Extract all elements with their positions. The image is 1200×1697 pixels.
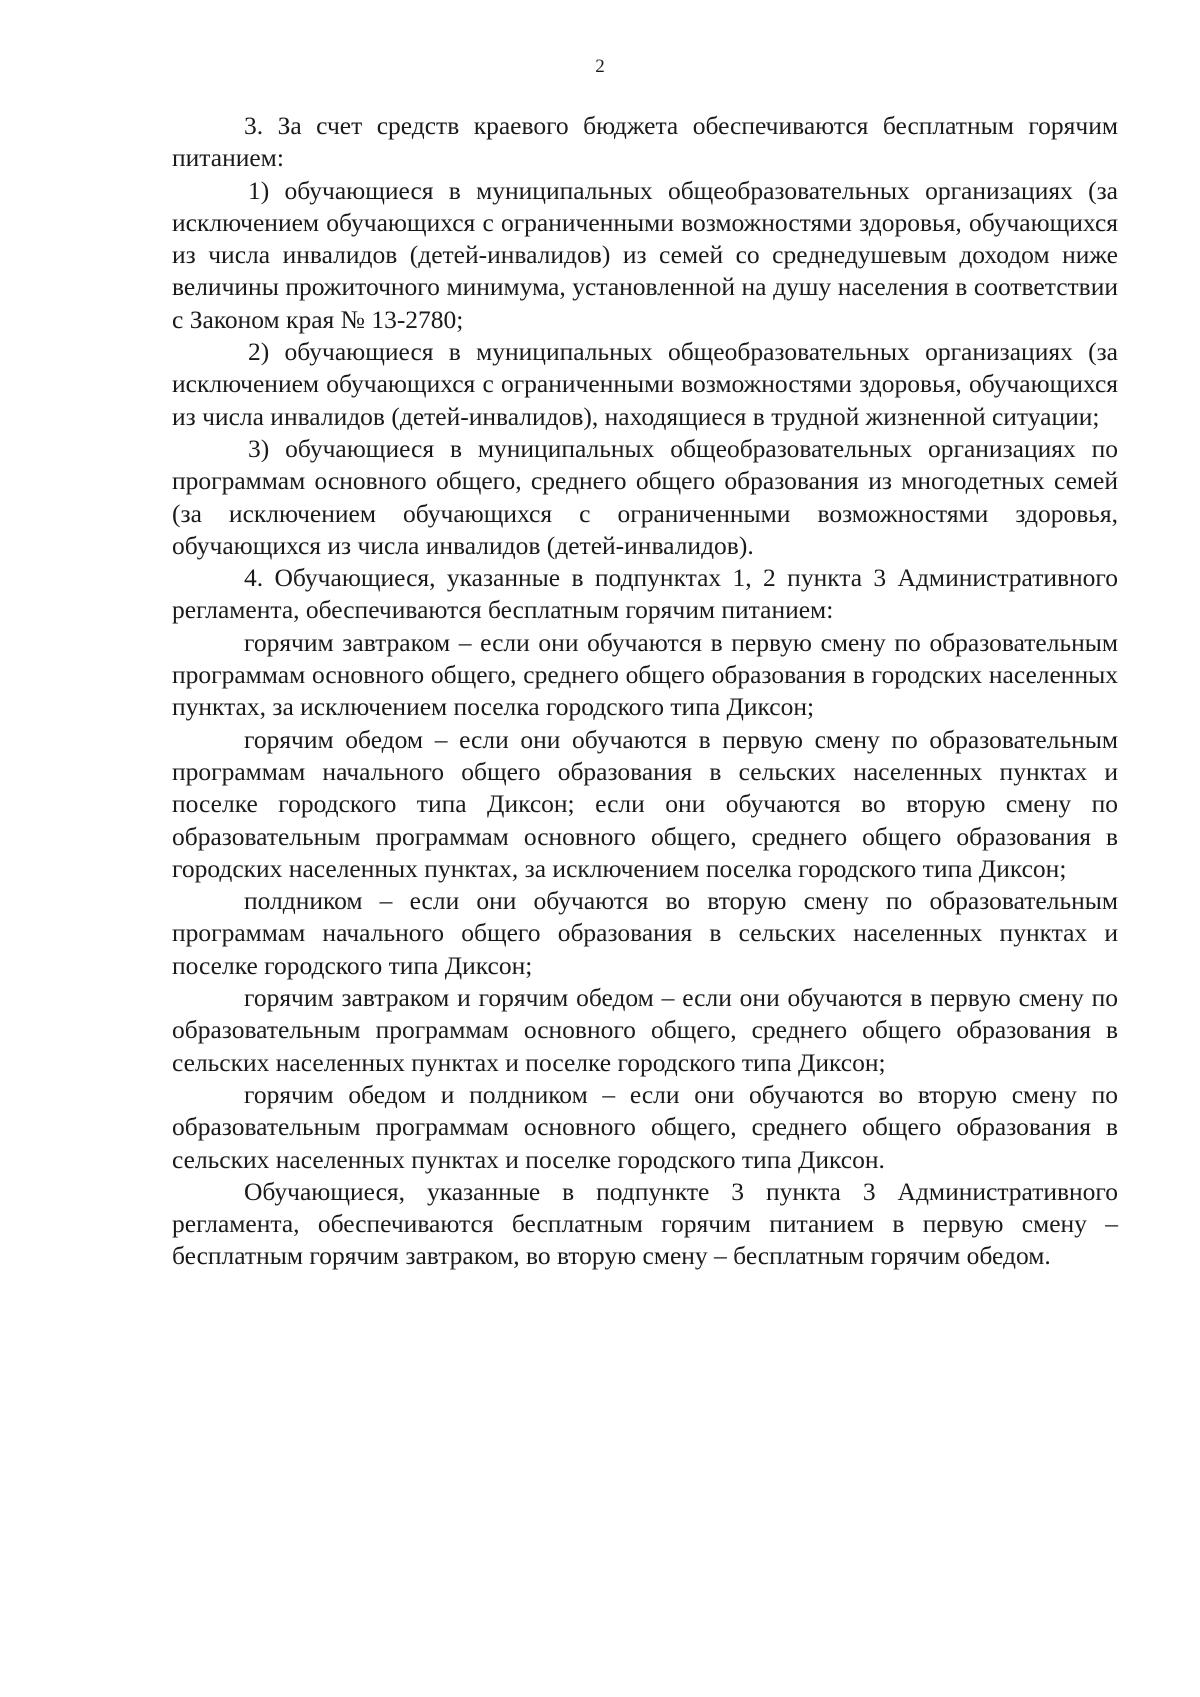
paragraph-4-lunch: горячим обедом – если они обучаются в первую смену по образовательным программам начального общего образования в сельских населенных пунктах и поселке городского типа Диксон; если они обучаются во вторую смену по образовательным программам основного общего, среднего общего образования в городских населенных пунктах, за исключением поселка городского типа Диксон;	[172, 724, 1118, 883]
paragraph-4-breakfast: горячим завтраком – если они обучаются в первую смену по образовательным программам основного общего, среднего общего образования в городских населенных пунктах, за исключением поселка городского типа Диксон;	[172, 627, 1118, 722]
paragraph-4-lunch-and-snack: горячим обедом и полдником – если они обучаются во вторую смену по образовательным программам основного общего, среднего общего образования в сельских населенных пунктах и поселке городского типа Диксон.	[172, 1079, 1118, 1174]
paragraph-3-intro: 3. За счет средств краевого бюджета обеспечиваются бесплатным горячим питанием:	[172, 111, 1118, 173]
paragraph-3-item-1: 1) обучающиеся в муниципальных общеобразовательных организациях (за исключением обучающихся с ограниченными возможностями здоровья, обучающихся из числа инвалидов (детей-инвалидов) из семей со среднедушевым доходом ниже величины прожиточного минимума, установленной на душу населения в соответствии с Законом края № 13-2780;	[172, 175, 1118, 334]
page-number: 2	[595, 56, 605, 77]
paragraph-4-large-families: Обучающиеся, указанные в подпункте 3 пункта 3 Административного регламента, обеспечиваются бесплатным горячим питанием в первую смену – бесплатным горячим завтраком, во вторую смену – бесплатным горячим обедом.	[172, 1176, 1118, 1271]
paragraph-4-snack: полдником – если они обучаются во вторую смену по образовательным программам начального общего образования в сельских населенных пунктах и поселке городского типа Диксон;	[172, 886, 1118, 980]
paragraph-3-item-2: 2) обучающиеся в муниципальных общеобразовательных организациях (за исключением обучающихся с ограниченными возможностями здоровья, обучающихся из числа инвалидов (детей-инвалидов), находящиеся в трудной жизненной ситуации;	[172, 337, 1118, 431]
paragraph-4-intro: 4. Обучающиеся, указанные в подпунктах 1, 2 пункта 3 Административного регламента, обеспечиваются бесплатным горячим питанием:	[172, 563, 1118, 625]
document-body	[172, 110, 1118, 1273]
paragraph-3-item-3: 3) обучающиеся в муниципальных общеобразовательных организациях по программам основного общего, среднего общего образования из многодетных семей (за исключением обучающихся с ограниченными возможностями здоровья, обучающихся из числа инвалидов (детей-инвалидов).	[172, 433, 1118, 560]
paragraph-4-breakfast-and-lunch: горячим завтраком и горячим обедом – если они обучаются в первую смену по образовательным программам основного общего, среднего общего образования в сельских населенных пунктах и поселке городского типа Диксон;	[172, 983, 1118, 1077]
